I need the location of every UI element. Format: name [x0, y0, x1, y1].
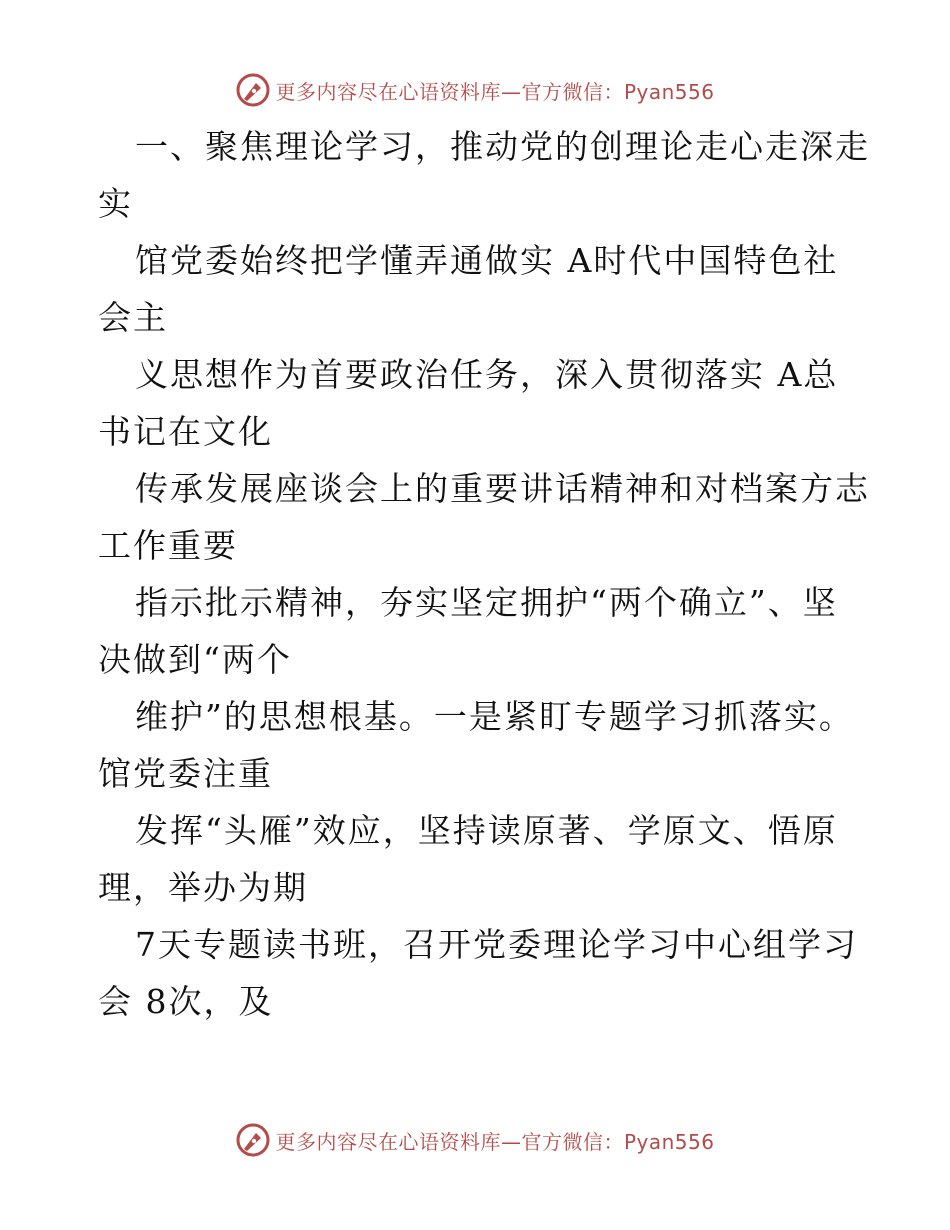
header-watermark-banner: [0, 68, 950, 112]
text-line: 会主: [98, 298, 168, 337]
pen-nib-logo-icon: [235, 1122, 271, 1158]
text-line: 义思想作为首要政治任务，深入贯彻落实 A总: [135, 355, 839, 394]
document-body: [98, 118, 868, 1030]
footer-watermark-banner: [0, 1118, 950, 1162]
watermark-text: 更多内容尽在心语资料库—官方微信：Pyan556: [275, 79, 715, 104]
pen-nib-logo-icon: [235, 72, 271, 108]
text-line: 馆党委注重: [98, 754, 273, 793]
text-line: 会 8次，及: [98, 982, 274, 1021]
text-line: 指示批示精神，夯实坚定拥护“两个确立”、坚: [135, 583, 838, 622]
text-line: 发挥“头雁”效应，坚持读原著、学原文、悟原: [135, 811, 838, 850]
watermark-text: 更多内容尽在心语资料库—官方微信：Pyan556: [275, 1129, 715, 1154]
text-line: 一、聚焦理论学习，推动党的创理论走心走深走: [135, 127, 870, 166]
text-line: 馆党委始终把学懂弄通做实 A时代中国特色社: [135, 241, 839, 280]
text-line: 维护”的思想根基。一是紧盯专题学习抓落实。: [135, 697, 854, 736]
text-line: 理，举办为期: [98, 868, 308, 907]
text-line: 决做到“两个: [98, 640, 292, 679]
text-line: 7天专题读书班，召开党委理论学习中心组学习: [135, 925, 858, 964]
text-line: 实: [98, 184, 133, 223]
text-line: 书记在文化: [98, 412, 273, 451]
text-line: 传承发展座谈会上的重要讲话精神和对档案方志: [135, 469, 870, 508]
text-line: 工作重要: [98, 526, 238, 565]
